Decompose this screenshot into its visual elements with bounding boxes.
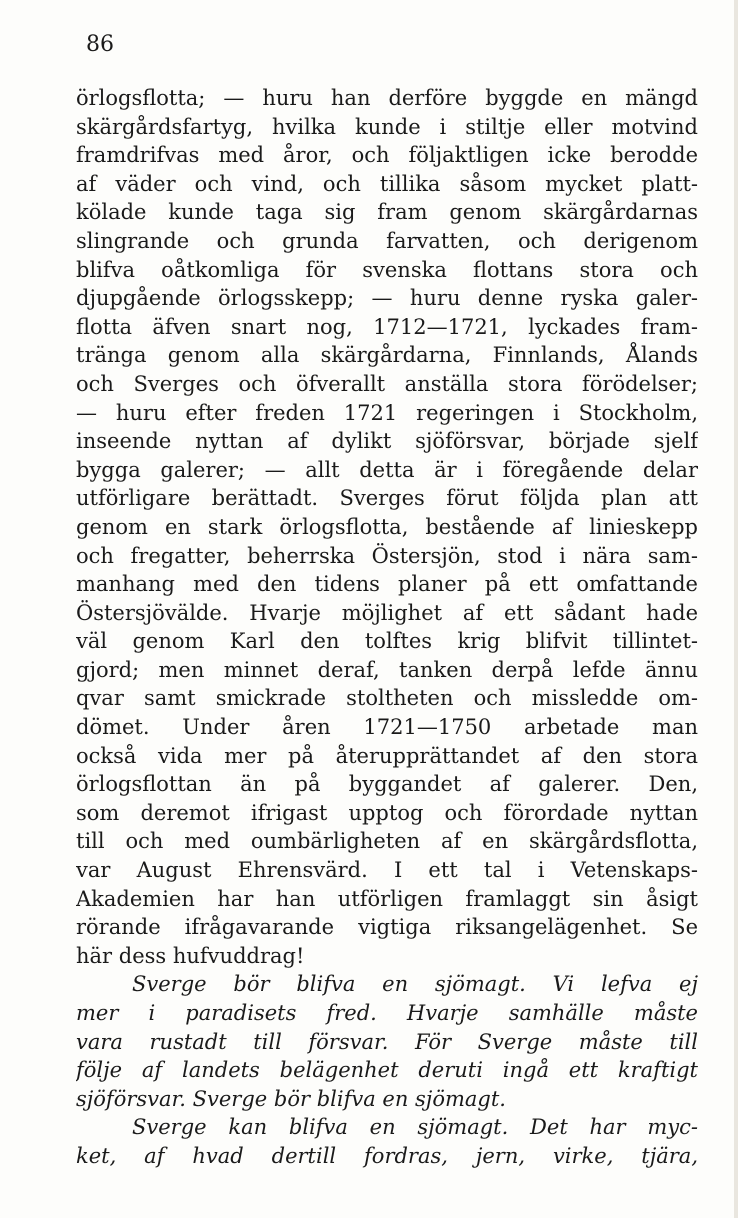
text-line: vara rustadt till försvar. För Sverge måste till [76, 1029, 698, 1054]
text-line: följe af landets belägenhet deruti ingå ett kraftigt [76, 1058, 698, 1083]
text-line: bygga galerer; — allt detta är i föregående delar [76, 457, 698, 482]
text-line: inseende nyttan af dylikt sjöförsvar, började sjelf [76, 429, 698, 454]
text-line: djupgående örlogsskepp; — huru denne ryska galer- [76, 286, 698, 311]
text-line: örlogsflottan än på byggandet af galerer. Den, [76, 772, 698, 797]
text-line: blifva oåtkomliga för svenska flottans stora och [76, 257, 698, 282]
text-line: var August Ehrensvärd. I ett tal i Vetenskaps- [76, 858, 698, 883]
text-line: mer i paradisets fred. Hvarje samhälle måste [76, 1001, 698, 1025]
body-text [76, 84, 698, 1171]
text-line: slingrande och grunda farvatten, och derigenom [76, 228, 698, 253]
text-line: manhang med den tidens planer på ett omfattande [76, 572, 698, 597]
text-line: Akademien har han utförligen framlaggt sin åsigt [76, 886, 698, 911]
text-line: till och med oumbärligheten af en skärgårdsflotta, [76, 829, 698, 854]
text-line: genom en stark örlogsflotta, bestående af linieskepp [76, 514, 698, 539]
text-line: gjord; men minnet deraf, tanken derpå lefde ännu [76, 657, 698, 682]
page-edge [734, 0, 738, 1218]
text-line: flotta äfven snart nog, 1712—1721, lyckades fram- [76, 314, 698, 339]
text-line: och Sverges och öfverallt anställa stora förödelser; [76, 371, 698, 396]
text-line: som deremot ifrigast upptog och förordade nyttan [76, 800, 698, 825]
text-line: och fregatter, beherrska Östersjön, stod i nära sam- [76, 543, 698, 568]
text-line: Sverge bör blifva en sjömagt. Vi lefva ej [132, 972, 698, 997]
text-line: — huru efter freden 1721 regeringen i Stockholm, [76, 400, 698, 425]
text-line: utförligare berättadt. Sverges förut följda plan att [76, 486, 698, 511]
text-line: qvar samt smickrade stoltheten och missledde om- [76, 686, 698, 711]
text-line: kölade kunde taga sig fram genom skärgårdarnas [76, 200, 698, 225]
page-number: 86 [86, 32, 114, 57]
text-line: örlogsflotta; — huru han derföre byggde en mängd [76, 86, 698, 110]
text-line: Östersjövälde. Hvarje möjlighet af ett sådant hade [76, 600, 698, 625]
text-line: dömet. Under åren 1721—1750 arbetade man [76, 715, 698, 740]
text-line: af väder och vind, och tillika såsom mycket platt- [76, 171, 698, 196]
text-line: väl genom Karl den tolftes krig blifvit tillintet- [76, 629, 698, 654]
text-line: också vida mer på återupprättandet af den stora [76, 743, 698, 768]
text-line: Sverge kan blifva en sjömagt. Det har myc- [132, 1115, 698, 1140]
text-line: ket, af hvad dertill fordras, jern, virke, tjära, [76, 1143, 698, 1168]
text-line: rörande ifrågavarande vigtiga riksangelägenhet. Se [76, 915, 698, 940]
text-line: här dess hufvuddrag! [76, 943, 305, 968]
text-line: tränga genom alla skärgårdarna, Finnlands, Ålands [76, 343, 698, 368]
text-line: skärgårdsfartyg, hvilka kunde i stiltje eller motvind [76, 114, 698, 139]
text-line: sjöförsvar. Sverge bör blifva en sjömagt. [76, 1086, 506, 1111]
text-line: framdrifvas med åror, och följaktligen icke berodde [76, 143, 698, 168]
